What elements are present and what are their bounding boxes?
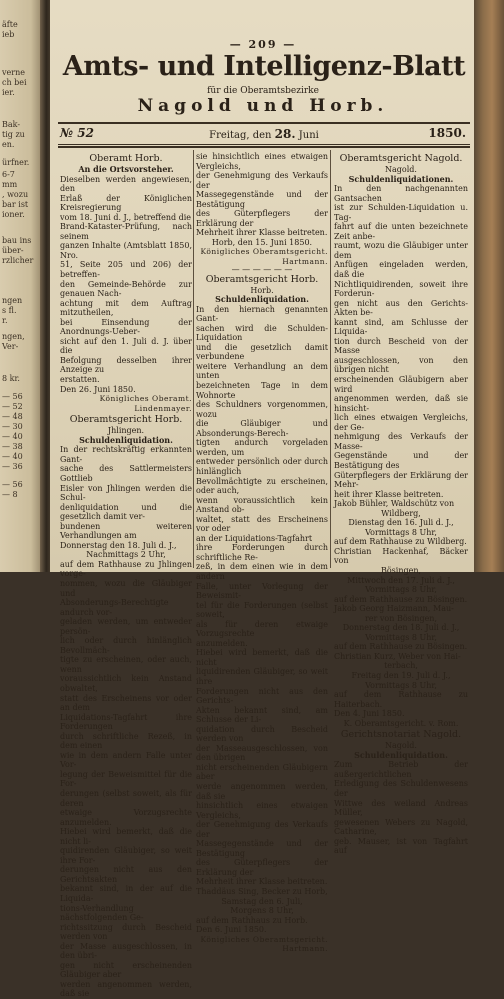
col2-line: hinsichtlich eines etwaigen Vergleichs,: [196, 801, 328, 820]
col3-line: auf dem Rathhause zu Haiterbach.: [334, 690, 468, 709]
col2-line: des Schuldners vorgenommen, wozu: [196, 400, 328, 419]
col1-line: werden angenommen werden, daß sie: [60, 979, 192, 999]
col2-line: Falle, unter Vorlegung der Beweismit-: [196, 581, 328, 601]
left-page-fragment: s fl.: [2, 306, 17, 315]
col2-line: Akten bekannt sind, am Schlusse der Li-: [196, 705, 328, 725]
left-page-fragment: en.: [2, 140, 15, 149]
col1-line: geladen werden, um entweder persön-: [60, 617, 192, 636]
col3-line: Bösingen,: [380, 565, 422, 575]
left-page-fragment: über-: [2, 246, 24, 255]
col2-line: der Masseausgeschlossen, von den übrigen: [196, 743, 328, 763]
col2-line: ihre Forderungen durch schriftliche Re-: [196, 543, 328, 562]
col1-line: An die Ortsvorsteher.: [78, 164, 174, 174]
col1-line: Eisler von Jhlingen werden die Schul-: [60, 483, 192, 503]
left-page-fragment: ieb: [2, 30, 15, 39]
col2-line: Horb.: [250, 285, 274, 295]
left-page-fragment: ngen: [2, 296, 23, 305]
col3-line: Gerichtsnotariat Nagold.: [340, 729, 462, 741]
col1-line: Erlaß der Königlichen Kreisregierung: [60, 193, 192, 213]
col1-line: den Gemeinde-Behörde zur genauen Nach-: [60, 279, 192, 299]
col1-line: vom 18. Juni d. J., betreffend die: [60, 212, 192, 222]
col1-line: auf dem Rathhause zu Jhlingen vorge-: [60, 559, 192, 579]
column-divider-1: [193, 150, 194, 568]
left-page-fragment: verne: [2, 68, 25, 77]
col2-line: Massegegenstände und der Bestätigung: [196, 839, 328, 858]
col2-line: Samstag den 6. Juli,: [221, 896, 303, 906]
left-page-fragment: — 40: [2, 432, 23, 441]
col2-line: Bevollmächtigte zu erscheinen, oder auch,: [196, 476, 328, 496]
col1-line: Den 26. Juni 1850.: [60, 384, 136, 394]
col1-line: Königliches Oberamt.: [99, 394, 192, 404]
col3-line: auf dem Rathhause zu Wildberg.: [334, 537, 467, 547]
col3-line: lich eines etwaigen Vergleichs, der Ge-: [334, 413, 468, 432]
col1-line: quidirenden Gläubiger, so weit ihre For-: [60, 846, 192, 865]
col3-line: Oberamtsgericht Nagold.: [339, 153, 463, 164]
col2-line: Mehrheit ihrer Klasse beitreten.: [196, 877, 328, 887]
col1-line: lich oder durch hinlänglich Bevollmäch-: [60, 636, 192, 655]
col3-line: Wildberg,: [381, 508, 421, 518]
header-rule-top: [58, 122, 470, 124]
col1-line: statt des Erscheinens vor oder an dem: [60, 693, 192, 713]
col1-line: gen nicht erscheinenden Gläubiger aber: [60, 960, 192, 980]
col3-line: geb. Mauser, ist von Tagfahrt auf: [334, 836, 468, 856]
col3-line: fahrt auf die unten bezeichnete Zeit anbe-: [334, 222, 468, 241]
col1-line: legung der Beweismittel für die For-: [60, 769, 192, 789]
col1-line: bundenen weiteren Verhandlungen am: [60, 521, 192, 541]
col1-line: derungen (selbst soweit, als für deren: [60, 789, 192, 808]
issue-number: № 52: [60, 126, 94, 140]
page-number: — 209 —: [229, 38, 297, 51]
col2-line: der Genehmigung des Verkaufs der: [196, 820, 328, 839]
col1-line: Donnerstag den 18. Juli d. J.,: [60, 540, 177, 550]
col3-line: heit ihrer Klasse beitreten.: [334, 489, 444, 499]
col3-line: Den 4. Juni 1850.: [334, 709, 405, 719]
col1-line: wie in dem andern Falle unter Vor-: [60, 750, 192, 770]
col2-line: Hartmann.: [282, 257, 328, 267]
col1-line: Liquidations-Tagfahrt ihre Forderungen: [60, 712, 192, 732]
col2-line: tigten andurch vorgeladen werden, um: [196, 438, 328, 457]
left-page-fragment: Bak-: [2, 120, 21, 129]
left-page-fragment: äfte: [2, 20, 18, 29]
col3-line: Jakob Bühler, Waldschütz von: [334, 499, 455, 509]
left-page-fragment: — 52: [2, 402, 23, 411]
left-page-fragment: Ver-: [2, 342, 19, 351]
left-page-fragment: , wozu: [2, 190, 29, 199]
col1-line: bekannt sind, in der auf die Liquida-: [60, 884, 192, 904]
left-page-fragment: ürfner.: [2, 158, 30, 167]
left-page-fragment: ier.: [2, 88, 15, 97]
left-page-fragment: — 8: [2, 490, 18, 499]
left-page-fragment: — 30: [2, 422, 23, 431]
col1-line: sicht auf den 1. Juli d. J. über die: [60, 336, 192, 356]
col2-line: auf dem Rathhaus zu Horb.: [196, 915, 308, 925]
col3-line: Vormittags 8 Uhr,: [365, 585, 437, 595]
col2-line: Hiebei wird bemerkt, daß die nicht: [196, 648, 328, 667]
text-column-3: [334, 152, 468, 856]
col2-line: wenn voraussichtlich kein Anstand ob-: [196, 495, 328, 515]
col1-line: 51, Seite 205 und 206) der betreffen-: [60, 260, 192, 280]
col3-line: Jakob Georg Haizmann, Mau-: [334, 604, 454, 614]
col1-line: tions-Verhandlung nächstfolgenden Ge-: [60, 903, 144, 923]
left-page-fragment: — 38: [2, 442, 23, 451]
col2-line: sachen wird die Schulden-Liquidation: [196, 323, 328, 343]
col1-line: In der rechtskräftig erkannten Gant-: [60, 445, 192, 464]
col2-line: Forderungen nicht aus den Gerichts-: [196, 686, 328, 706]
col3-line: Donnerstag den 18. Juli d. J.,: [342, 623, 460, 633]
col3-line: ist zur Schulden-Liquidation u. Tag-: [334, 203, 468, 222]
col3-line: kannt sind, am Schlusse der Liquida-: [334, 317, 468, 337]
col1-line: Befolgung desselben ihrer Anzeige zu: [60, 355, 192, 375]
previous-page-edge: [0, 0, 44, 572]
col2-line: werde angenommen werden, daß sie: [196, 782, 328, 801]
col1-line: erstatten.: [60, 375, 100, 385]
masthead-title: Amts- und Intelligenz-Blatt: [62, 51, 466, 82]
col3-line: Nagold.: [385, 741, 417, 751]
book-cover-edge: [474, 0, 504, 572]
col1-line: Brand-Kataster-Prüfung, nach seinem: [60, 222, 192, 241]
col1-line: richtssitzung durch Bescheid werden von: [60, 922, 192, 942]
col2-line: Morgens 8 Uhr,: [230, 906, 294, 916]
col2-line: zeß, in dem einen wie in dem andern: [196, 562, 328, 581]
left-page-fragment: mm: [2, 180, 18, 189]
col3-line: Erledigung des Schuldenwesens der: [334, 779, 468, 798]
col3-line: gen nicht aus den Gerichts-Akten be-: [334, 298, 468, 318]
col3-line: auf dem Rathhause zu Bösingen.: [334, 594, 468, 604]
col3-line: Zum Betrieb der außergerichtlichen: [334, 760, 468, 779]
col3-line: Anfügen eingeladen werden, daß die: [334, 260, 468, 280]
col3-line: raumt, wozu die Gläubiger unter dem: [334, 241, 468, 260]
column-divider-2: [330, 150, 331, 568]
col3-line: auf dem Rathhause zu Bösingen.: [334, 642, 468, 652]
col2-line: nicht erscheinenden Gläubigern aber: [196, 762, 328, 782]
col1-line: Oberamtsgericht Horb.: [69, 414, 183, 426]
left-page-fragment: bar ist: [2, 200, 29, 209]
col2-line: quidation durch Bescheid werden von: [196, 724, 328, 744]
col3-line: Christian Hackenhaf, Bäcker von: [334, 546, 468, 566]
col2-line: des Güterpflegers der Erklärung der: [196, 209, 328, 228]
left-page-fragment: ngen,: [2, 332, 25, 341]
issue-year: 1850.: [428, 126, 466, 140]
col3-line: tion durch Bescheid von der Masse: [334, 336, 468, 356]
col3-line: Gegenstände und der Bestätigung des: [334, 451, 468, 470]
col1-line: der Masse ausgeschlossen, in den übri-: [60, 941, 192, 961]
col2-line: Den 6. Juni 1850.: [196, 925, 267, 935]
col1-line: Schuldenliquidation.: [79, 434, 173, 445]
left-page-fragment: — 40: [2, 452, 23, 461]
col1-line: Oberamt Horb.: [89, 153, 163, 164]
date-month: Juni: [298, 130, 319, 141]
col3-line: Schuldenliquidationen.: [348, 173, 454, 184]
col2-line: tel für die Forderungen (selbst soweit,: [196, 600, 328, 620]
masthead-districts: Nagold und Horb.: [137, 96, 389, 116]
col3-line: Wittwe des weiland Andreas Müller,: [334, 798, 468, 818]
col3-line: nehmigung des Verkaufs der Masse-: [334, 432, 468, 451]
left-page-fragment: r.: [2, 316, 8, 325]
col2-line: bezeichneten Tage in dem Wohnorte: [196, 381, 328, 400]
date-prefix: Freitag, den: [209, 130, 272, 141]
left-page-fragment: ch bei: [2, 78, 27, 87]
col3-line: Vormittags 8 Uhr,: [365, 632, 437, 642]
left-page-fragment: ioner.: [2, 210, 25, 219]
col2-line: Königliches Oberamtsgericht.: [200, 247, 328, 257]
col3-line: gewesenen Webers zu Nagold, Catharine,: [334, 817, 468, 837]
left-page-fragment: — 56: [2, 392, 23, 401]
col3-line: Nagold.: [385, 165, 417, 174]
col2-line: liquidirenden Gläubiger, so weit ihre: [196, 667, 328, 686]
left-page-fragment: — 48: [2, 412, 23, 421]
col2-line: an der Liquidations-Tagfahrt: [196, 533, 313, 543]
col3-line: erscheinenden Gläubigern aber wird: [334, 375, 468, 394]
col3-line: Güterpflegers der Erklärung der Mehr-: [334, 470, 468, 490]
col2-line: Massegegenstände und der Bestätigung: [196, 190, 328, 209]
col1-line: bei Einsendung der Anordnungs-Ueber-: [60, 317, 192, 337]
left-page-fragment: rzlicher: [2, 256, 34, 265]
text-column-1: [60, 152, 192, 999]
col3-line: terbach,: [384, 661, 418, 671]
header-rule-bottom: [58, 144, 470, 145]
issue-date: [58, 127, 470, 141]
col2-line: Mehrheit ihrer Klasse beitreten.: [196, 228, 328, 238]
col3-line: Vormittags 8 Uhr,: [365, 680, 437, 690]
col2-line: Hartmann.: [282, 944, 328, 954]
header-rule-bottom-thick: [58, 146, 470, 148]
col1-line: denliquidation und die gesetzlich damit ver-: [60, 502, 192, 522]
col1-line: nommen, wozu die Gläubiger und: [60, 578, 192, 598]
left-page-fragment: bau ins: [2, 236, 32, 245]
date-day: 28.: [274, 127, 296, 141]
newspaper-page: [50, 0, 476, 999]
col1-line: derungen nicht aus den Gerichtsakten: [60, 865, 192, 884]
col1-line: Hiebei wird bemerkt, daß die nicht li-: [60, 827, 192, 846]
text-column-2: [196, 152, 328, 954]
col1-line: Jhlingen.: [107, 426, 145, 436]
col3-line: angenommen werden, daß sie hinsicht-: [334, 394, 468, 413]
col3-line: Dienstag den 16. Juli d. J.,: [348, 518, 454, 528]
col3-line: Mittwoch den 17. Juli d. J.,: [347, 575, 455, 585]
col2-line: Horb, den 15. Juni 1850.: [211, 237, 313, 247]
col3-line: K. Oberamtsgericht. v. Rom.: [343, 718, 459, 728]
left-page-fragment: 8 kr.: [2, 374, 20, 383]
col2-line: der Genehmigung des Verkaufs der: [196, 171, 328, 190]
col1-line: tigte zu erscheinen, oder auch, wenn: [60, 655, 192, 674]
col2-line: anzumelden.: [196, 638, 248, 648]
col2-line: waltet, statt des Erscheinens vor oder: [196, 514, 328, 534]
col2-line: entweder persönlich oder durch hinlänglich: [196, 457, 328, 476]
col1-line: Lindenmayer.: [134, 403, 192, 413]
col1-line: Absonderungs-Berechtigte andurch vor-: [60, 598, 169, 617]
col2-line: des Güterpflegers der Erklärung der: [196, 858, 328, 877]
col1-line: sache des Sattlermeisters Gottlieb: [60, 464, 192, 483]
left-page-fragment: — 56: [2, 480, 23, 489]
col2-line: Thaddäus Sing, Becker zu Horb,: [196, 887, 328, 897]
col2-line: weitere Verhandlung an dem unten: [196, 361, 328, 381]
col1-line: Nachmittags 2 Uhr,: [86, 550, 166, 560]
col2-line: als für deren etwaige Vorzugsrechte: [196, 619, 328, 639]
col2-line: Schuldenliquidation.: [215, 294, 309, 305]
masthead-subtitle: für die Oberamtsbezirke: [207, 86, 319, 96]
col2-line: — — — — — —: [231, 264, 293, 274]
col2-line: und die gesetzlich damit verbundene: [196, 342, 328, 362]
col3-line: In den nachgenannten Gantsachen: [334, 184, 468, 203]
col2-line: Königliches Oberamtsgericht.: [200, 934, 328, 944]
col1-line: durch schriftliche Rezeß, in dem einen: [60, 731, 192, 751]
col3-line: Freitag den 19. Juli d. J.,: [351, 670, 451, 680]
col2-line: Oberamtsgericht Horb.: [205, 273, 319, 285]
col1-line: voraussichtlich kein Anstand obwaltet,: [60, 674, 192, 693]
col1-line: etwaige Vorzugsrechte anzumelden.: [60, 808, 192, 827]
dateline: [58, 126, 470, 142]
col3-line: ausgeschlossen, von den übrigen nicht: [334, 355, 468, 375]
col3-line: Schuldenliquidation.: [354, 749, 448, 760]
col1-line: ganzen Inhalte (Amtsblatt 1850, Nro.: [60, 241, 192, 260]
col2-line: sie hinsichtlich eines etwaigen Vergleichs,: [196, 152, 328, 171]
col3-line: Christian Kurz, Weber von Hai-: [334, 651, 461, 661]
col2-line: In den hiernach genannten Gant-: [196, 304, 328, 324]
col2-line: die Gläubiger und Absonderungs-Berech-: [196, 419, 328, 438]
col3-line: rer von Bösingen,: [364, 613, 438, 623]
left-page-fragment: tig zu: [2, 130, 25, 139]
left-page-fragment: — 36: [2, 462, 23, 471]
col1-line: achtung mit dem Auftrag mitzutheilen,: [60, 298, 192, 318]
col1-line: Dieselben werden angewiesen, den: [60, 174, 192, 194]
col3-line: Nichtliquidirenden, soweit ihre Forderun-: [334, 279, 468, 299]
left-page-fragment: 6-7: [2, 170, 15, 179]
col3-line: Vormittags 8 Uhr,: [365, 527, 437, 537]
